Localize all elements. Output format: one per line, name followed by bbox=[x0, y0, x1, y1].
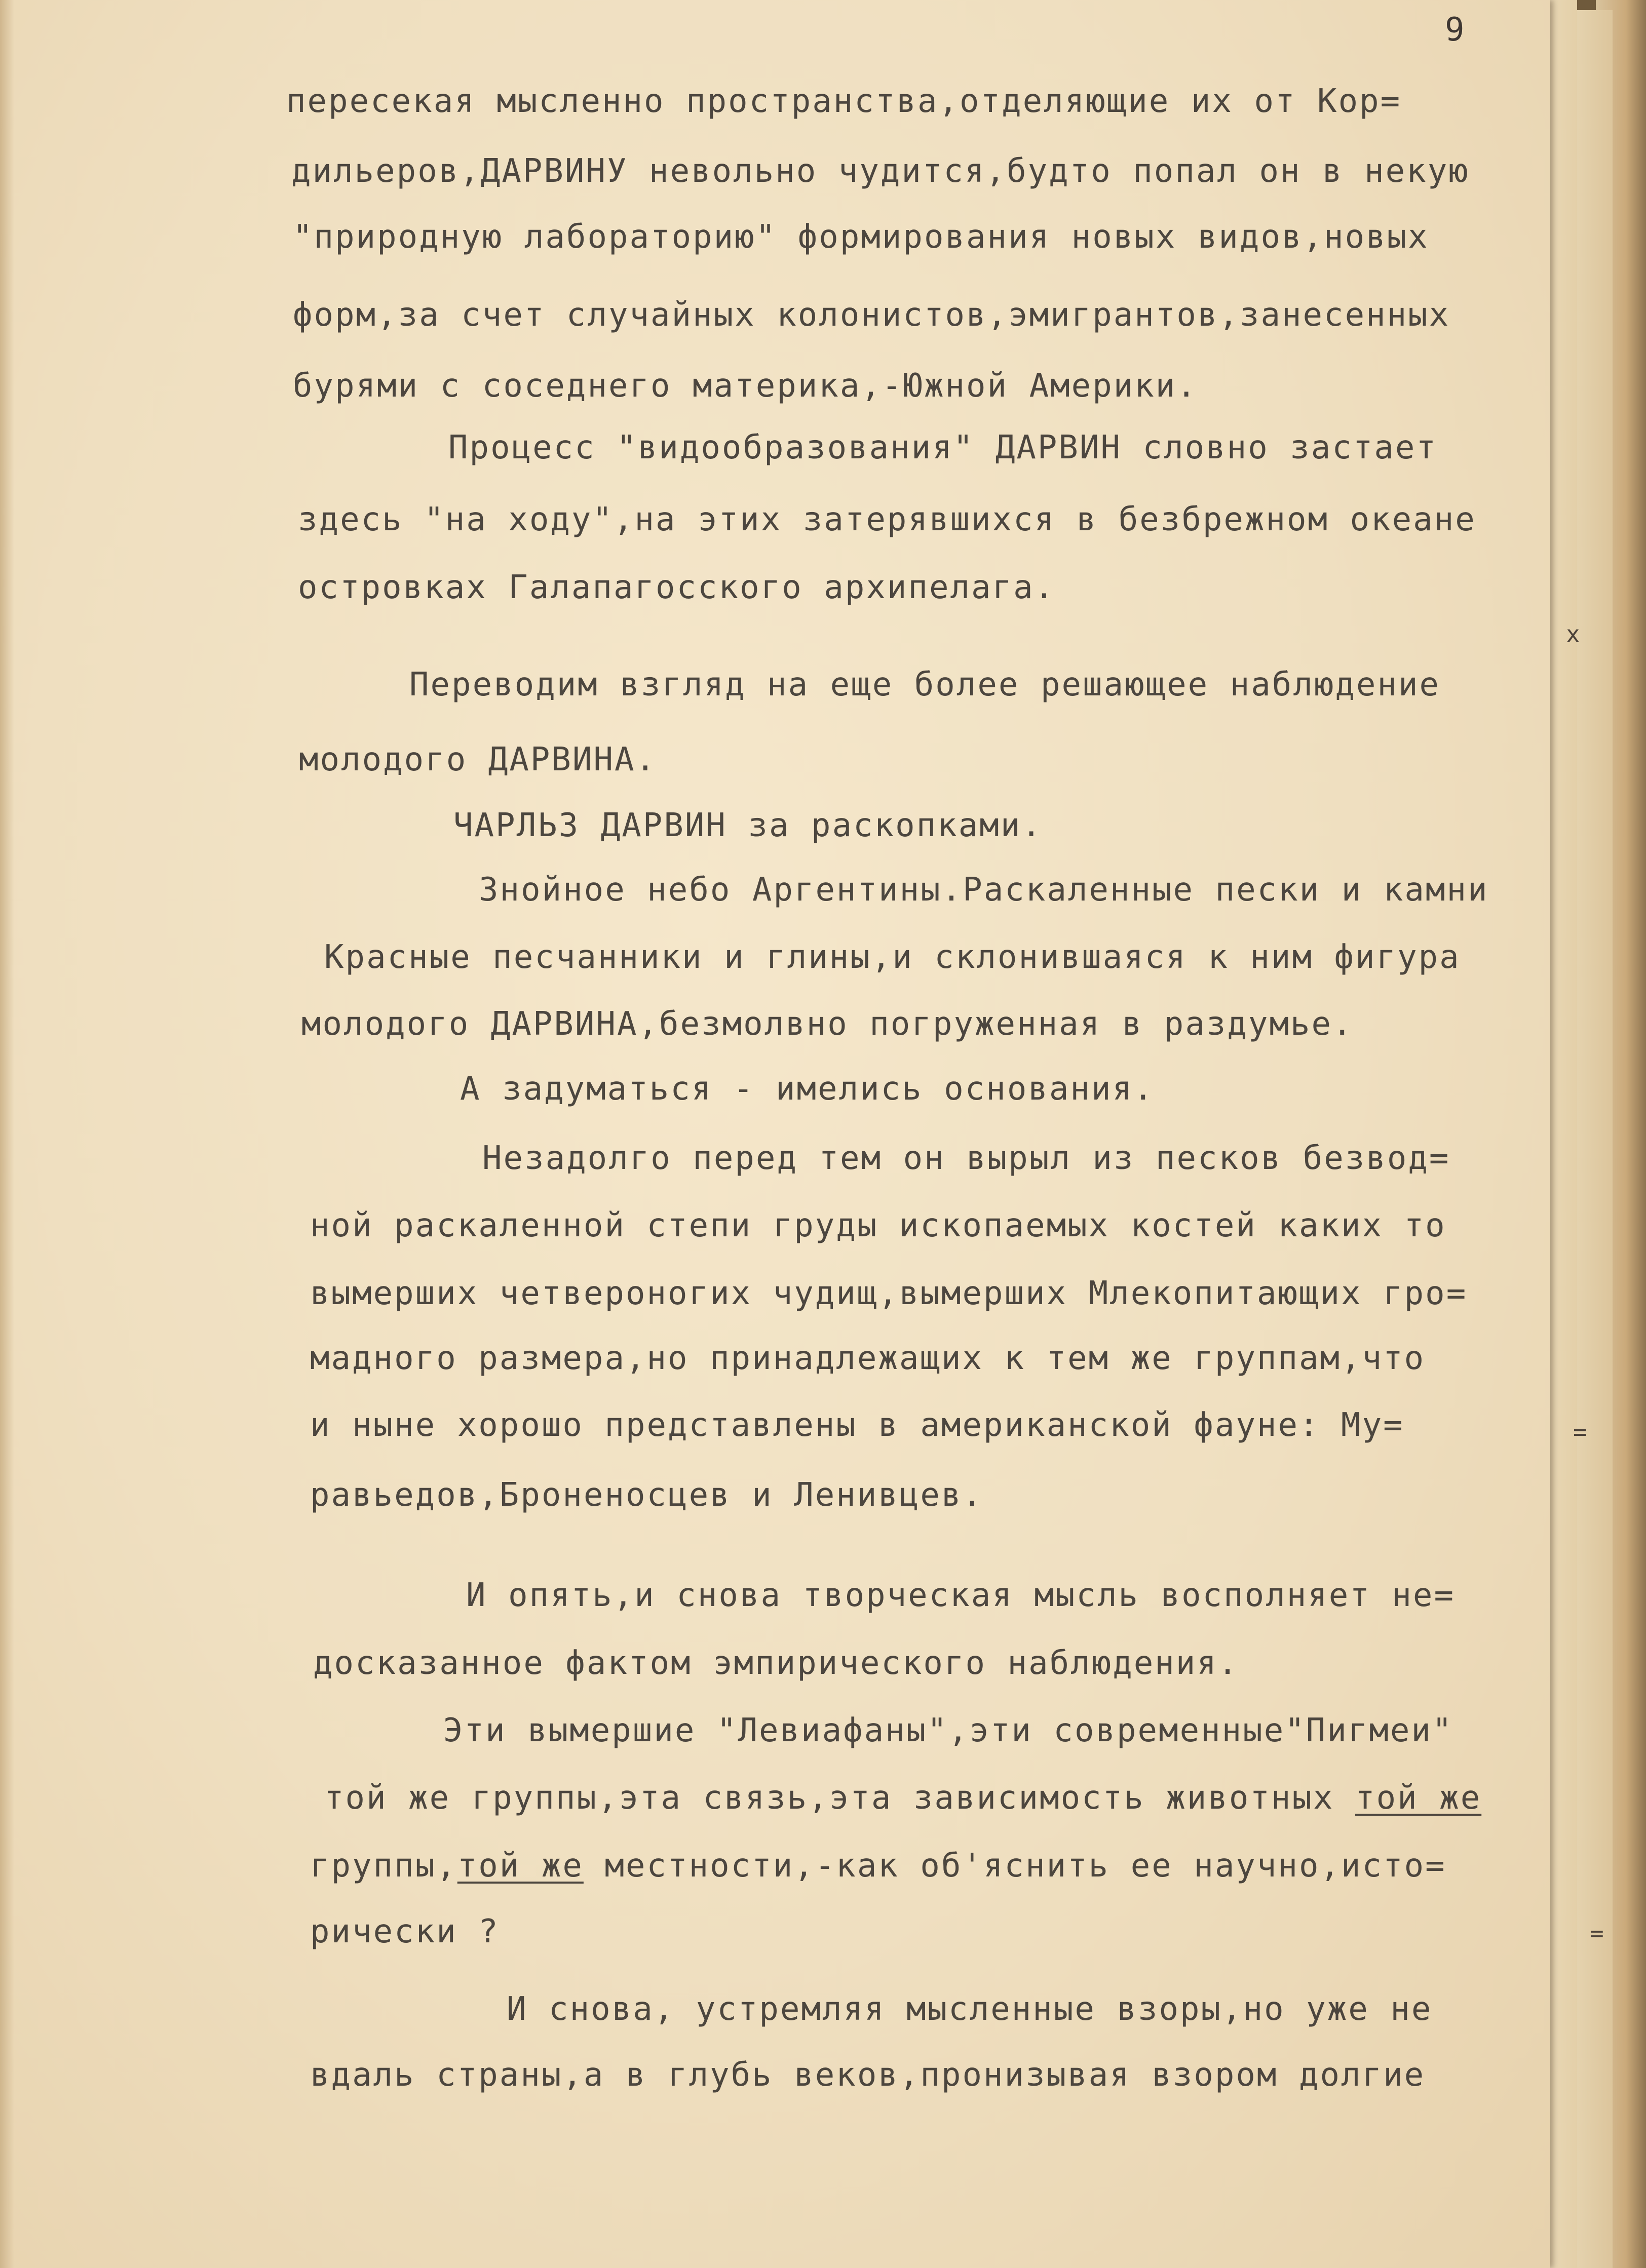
text-line: молодого ДАРВИНА. bbox=[299, 741, 657, 778]
text-line: Переводим взгляд на еще более решающее наблюдение bbox=[409, 666, 1441, 703]
text-line: "природную лабораторию" формирования новых видов,новых bbox=[293, 218, 1429, 256]
text-line: А задуматься - имелись основания. bbox=[460, 1070, 1155, 1108]
text-line: здесь "на ходу",на этих затерявшихся в безбрежном океане bbox=[298, 501, 1476, 538]
page-number: 9 bbox=[1445, 11, 1465, 49]
text-line: и ныне хорошо представлены в американской фауне: Му= bbox=[310, 1406, 1404, 1444]
text-line: вымерших четвероногих чудищ,вымерших Млекопитающих гро= bbox=[310, 1275, 1468, 1312]
text-line: дильеров,ДАРВИНУ невольно чудится,будто попал он в некую bbox=[291, 152, 1470, 190]
text-line: бурями с соседнего материка,-Южной Америки. bbox=[293, 367, 1198, 405]
text-line bbox=[310, 1847, 1446, 1885]
text-line: Эти вымершие "Левиафаны",эти современные"Пигмеи" bbox=[443, 1712, 1453, 1749]
text-segment: группы, bbox=[310, 1847, 457, 1885]
text-line: островках Галапагосского архипелага. bbox=[298, 569, 1056, 606]
margin-mark: = bbox=[1590, 1920, 1604, 1947]
text-line: равьедов,Броненосцев и Ленивцев. bbox=[310, 1476, 983, 1514]
text-line: ЧАРЛЬЗ ДАРВИН за раскопками. bbox=[453, 807, 1043, 844]
text-line: пересекая мысленно пространства,отделяющие их от Кор= bbox=[286, 83, 1402, 120]
margin-mark: x bbox=[1566, 620, 1580, 648]
underlined-text: той же bbox=[1355, 1779, 1482, 1817]
text-line: Процесс "видообразования" ДАРВИН словно застает bbox=[448, 429, 1437, 466]
margin-mark: = bbox=[1573, 1418, 1587, 1445]
text-line: мадного размера,но принадлежащих к тем же группам,что bbox=[310, 1340, 1426, 1377]
text-line: ной раскаленной степи груды ископаемых костей каких то bbox=[310, 1207, 1446, 1244]
underlined-text: той же bbox=[457, 1847, 584, 1885]
text-line: рически ? bbox=[310, 1913, 500, 1950]
text-line: Красные песчанники и глины,и склонившаяся к ним фигура bbox=[324, 939, 1461, 976]
text-line: молодого ДАРВИНА,безмолвно погруженная в раздумье. bbox=[301, 1005, 1354, 1043]
text-segment: местности,-как об'яснить ее научно,исто= bbox=[583, 1847, 1446, 1885]
text-line: И снова, устремляя мысленные взоры,но уже не bbox=[507, 1990, 1433, 2028]
text-segment: той же группы,эта связь,эта зависимость животных bbox=[324, 1779, 1356, 1817]
text-line: форм,за счет случайных колонистов,эмигрантов,занесенных bbox=[293, 296, 1450, 334]
text-line: Знойное небо Аргентины.Раскаленные пески и камни bbox=[479, 871, 1489, 909]
text-line: Незадолго перед тем он вырыл из песков безвод= bbox=[482, 1140, 1450, 1177]
text-line: И опять,и снова творческая мысль восполняет не= bbox=[466, 1577, 1455, 1614]
text-line bbox=[324, 1779, 1482, 1817]
text-line: досказанное фактом эмпирического наблюдения. bbox=[313, 1645, 1239, 1682]
text-line: вдаль страны,а в глубь веков,пронизывая взором долгие bbox=[310, 2056, 1426, 2094]
